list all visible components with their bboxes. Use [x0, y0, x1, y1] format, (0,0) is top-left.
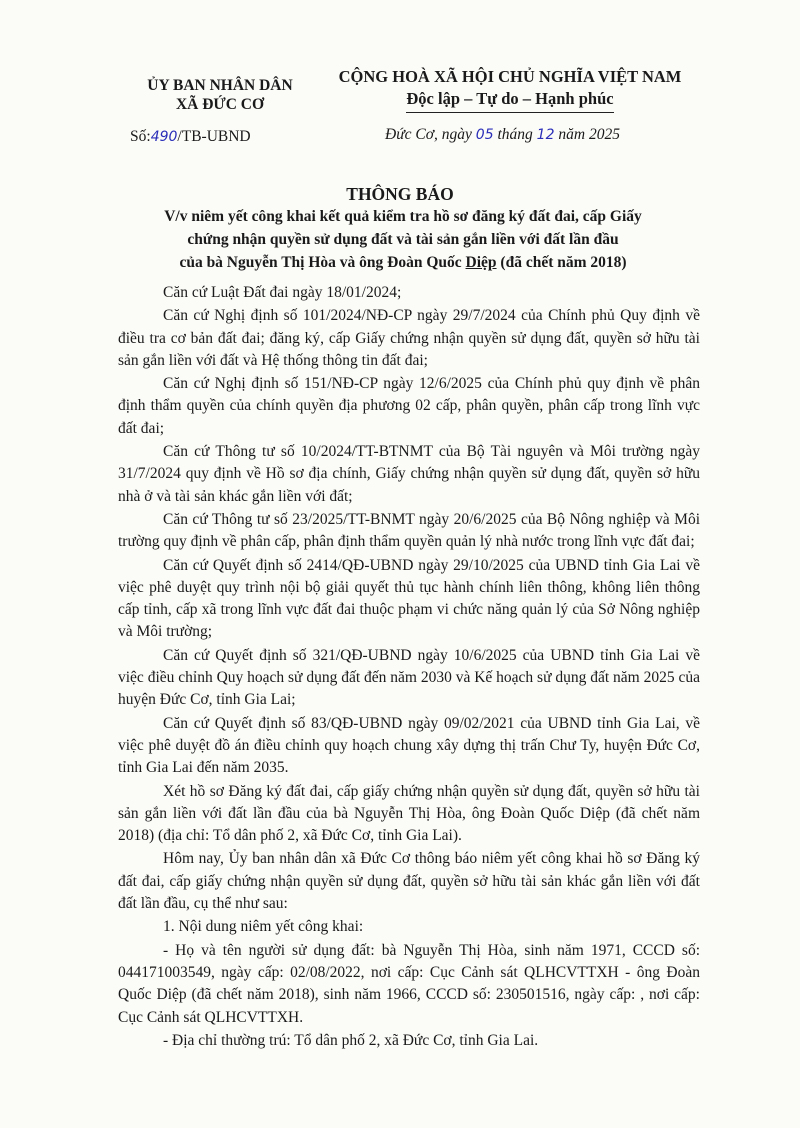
body-paragraph: Căn cứ Thông tư số 23/2025/TT-BNMT ngày 20/6/2025 của Bộ Nông nghiệp và Môi trường quy định về phân cấp, phân định thẩm quyền quản lý nhà nước trong lĩnh vực đất đai; — [118, 510, 700, 551]
date-month-label: tháng — [497, 126, 533, 143]
issuing-agency — [130, 76, 310, 114]
body-paragraph: Căn cứ Quyết định số 321/QĐ-UBND ngày 10/6/2025 của UBND tỉnh Gia Lai về việc điều chỉnh Quy hoạch sử dụng đất đến năm 2030 và Kế hoạch sử dụng đất năm 2025 của huyện Đức Cơ, tỉnh Gia Lai; — [118, 646, 700, 709]
body-paragraph: Căn cứ Luật Đất đai ngày 18/01/2024; — [163, 284, 402, 301]
subject-line-3 — [128, 251, 678, 274]
document-title: THÔNG BÁO — [346, 184, 454, 204]
body-paragraph: Căn cứ Thông tư số 10/2024/TT-BTNMT của Bộ Tài nguyên và Môi trường ngày 31/7/2024 quy định về Hồ sơ địa chính, Giấy chứng nhận quyền sử dụng đất, quyền sở hữu nhà ở và tài sản khác gắn liền với đất; — [118, 443, 700, 505]
document-body — [118, 282, 700, 1052]
document-subject — [128, 205, 678, 274]
issue-date — [385, 126, 620, 144]
date-year: năm 2025 — [558, 126, 620, 143]
nation-name: CỘNG HOÀ XÃ HỘI CHỦ NGHĨA VIỆT NAM — [338, 67, 682, 86]
body-paragraph: Xét hồ sơ Đăng ký đất đai, cấp giấy chứng nhận quyền sử dụng đất, quyền sở hữu tài sản gắn liền với đất lần đầu của bà Nguyễn Thị Hòa, ông Đoàn Quốc Diệp (đã chết năm 2018) (địa chỉ: Tổ dân phố 2, xã Đức Cơ, tỉnh Gia Lai). — [118, 782, 700, 845]
section-heading: 1. Nội dung niêm yết công khai: — [163, 918, 364, 936]
subject-line-1: V/v niêm yết công khai kết quả kiểm tra hồ sơ đăng ký đất đai, cấp Giấy — [164, 208, 642, 225]
number-suffix: /TB-UBND — [177, 128, 251, 145]
number-prefix: Số: — [130, 128, 151, 145]
number-handwritten: 490 — [150, 129, 178, 145]
body-paragraph: Căn cứ Nghị định số 101/2024/NĐ-CP ngày 29/7/2024 của Chính phủ Quy định về điều tra cơ bản đất đai; đăng ký, cấp Giấy chứng nhận quyền sử dụng đất, quyền sở hữu tài sản gắn liền với đất và Hệ thống thông tin đất đai; — [118, 307, 700, 369]
date-month: 12 — [536, 127, 555, 143]
subject-line-3-underlined: Diệp — [465, 254, 497, 271]
agency-line-1: ỦY BAN NHÂN DÂN — [147, 77, 293, 94]
body-paragraph: Căn cứ Nghị định số 151/NĐ-CP ngày 12/6/2025 của Chính phủ quy định về phân định thẩm quyền của chính quyền địa phương 02 cấp, phân quyền, phân cấp trong lĩnh vực đất đai; — [118, 375, 700, 437]
subject-line-3-pre: của bà Nguyễn Thị Hòa và ông Đoàn Quốc — [179, 254, 466, 271]
nation-motto: Độc lập – Tự do – Hạnh phúc — [406, 88, 613, 113]
date-prefix: Đức Cơ, ngày — [385, 126, 472, 143]
document-number — [130, 128, 251, 146]
body-paragraph: - Địa chỉ thường trú: Tổ dân phố 2, xã Đức Cơ, tỉnh Gia Lai. — [163, 1031, 539, 1049]
agency-line-2: XÃ ĐỨC CƠ — [175, 96, 265, 113]
national-heading — [320, 66, 700, 113]
body-paragraph: - Họ và tên người sử dụng đất: bà Nguyễn Thị Hòa, sinh năm 1971, CCCD số: 044171003549, ngày cấp: 02/08/2022, nơi cấp: Cục Cảnh sát QLHCVTTXH - ông Đoàn Quốc Diệp (đã chết năm 2018), sinh năm 1966, CCCD số: 230501516, ngày cấp: , nơi cấp: Cục Cảnh sát QLHCVTTXH. — [118, 941, 700, 1026]
date-day: 05 — [475, 127, 494, 143]
body-paragraph: Căn cứ Quyết định số 2414/QĐ-UBND ngày 29/10/2025 của UBND tỉnh Gia Lai về việc phê duyệt quy trình nội bộ giải quyết thủ tục hành chính liên thông, không liên thông cấp tỉnh, cấp xã trong lĩnh vực đất đai thuộc phạm vi chức năng quản lý của Sở Nông nghiệp và Môi trường; — [118, 556, 700, 641]
subject-line-3-post: (đã chết năm 2018) — [496, 254, 627, 271]
subject-line-2: chứng nhận quyền sử dụng đất và tài sản gắn liền với đất lần đầu — [187, 231, 619, 248]
body-paragraph: Hôm nay, Ủy ban nhân dân xã Đức Cơ thông báo niêm yết công khai hồ sơ Đăng ký đất đai, cấp giấy chứng nhận quyền sử dụng đất, quyền sở hữu tài sản khác gắn liền với đất đất lần đầu, cụ thể như sau: — [118, 850, 700, 913]
body-paragraph: Căn cứ Quyết định số 83/QĐ-UBND ngày 09/02/2021 của UBND tỉnh Gia Lai, về việc phê duyệt đồ án điều chỉnh quy hoạch chung xây dựng thị trấn Chư Ty, huyện Đức Cơ, tỉnh Gia Lai đến năm 2035. — [118, 714, 700, 777]
